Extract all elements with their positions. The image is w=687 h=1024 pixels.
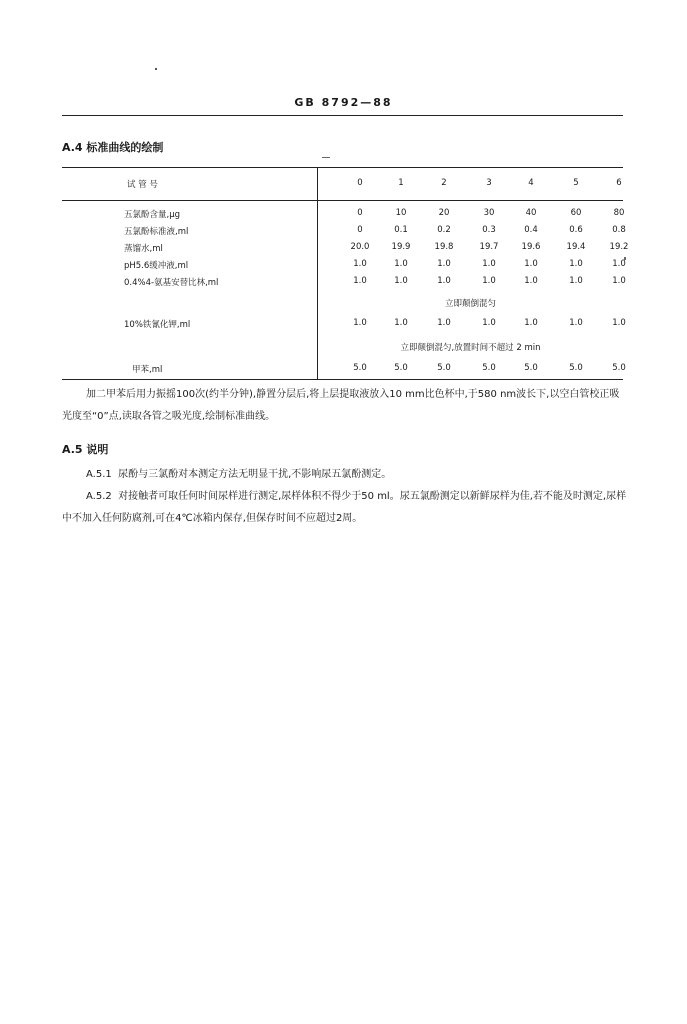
table-header-row-cell-4: 4 xyxy=(528,178,534,188)
table-header-row-cell-2: 2 xyxy=(441,178,447,188)
standard-code: GB 8792—88 xyxy=(294,96,393,109)
table-mark xyxy=(322,157,330,158)
item-a51 xyxy=(62,464,628,486)
table-row-0-cell-1: 10 xyxy=(395,208,407,218)
table-row-0-label: 五氯酚含量,μg xyxy=(124,210,181,220)
table-row-4-cell-2: 1.0 xyxy=(437,276,451,286)
item-a51-number: A.5.1 xyxy=(86,469,112,480)
table-row-1-cell-4: 0.4 xyxy=(524,225,538,235)
table-top-rule xyxy=(62,167,623,168)
table-row-2-cell-5: 19.4 xyxy=(566,242,586,252)
table-row-1-cell-3: 0.3 xyxy=(482,225,496,235)
table-row-0-cell-6: 80 xyxy=(613,208,625,218)
table-row-5-cell-5: 1.0 xyxy=(569,318,583,328)
header-rule xyxy=(62,115,623,116)
scan-speck xyxy=(155,68,157,70)
item-a52-text: 对接触者可取任何时间尿样进行测定,尿样体积不得少于50 ml。尿五氯酚测定以新鲜尿样为佳,若不能及时测定,尿样中不加入任何防腐剂,可在4℃冰箱内保存,但保存时间不应超过2周。 xyxy=(62,491,627,524)
table-row-6-cell-2: 5.0 xyxy=(437,363,451,373)
table-row-3-label: pH5.6缓冲液,ml xyxy=(124,261,189,271)
table-bottom-rule xyxy=(62,379,623,380)
table-row-1-cell-0: 0 xyxy=(357,225,363,235)
table-row-4-cell-4: 1.0 xyxy=(524,276,538,286)
table-row-3-cell-2: 1.0 xyxy=(437,259,451,269)
table-note-mix-wait: 立即颠倒混匀,放置时间不超过 2 min xyxy=(400,343,541,353)
table-row-2-cell-6: 19.2 xyxy=(609,242,629,252)
table-row-2-cell-3: 19.7 xyxy=(479,242,499,252)
table-row-3-cell-1: 1.0 xyxy=(394,259,408,269)
table-row-2-cell-4: 19.6 xyxy=(521,242,541,252)
table-row-3-cell-3: 1.0 xyxy=(482,259,496,269)
table-row-5-cell-1: 1.0 xyxy=(394,318,408,328)
table-row-1-cell-5: 0.6 xyxy=(569,225,583,235)
table-row-6-cell-3: 5.0 xyxy=(482,363,496,373)
table-row-3-cell-6: 1.0 xyxy=(612,259,626,269)
table-row-5-cell-0: 1.0 xyxy=(353,318,367,328)
table-row-6-cell-5: 5.0 xyxy=(569,363,583,373)
table-row-5-cell-4: 1.0 xyxy=(524,318,538,328)
table-row-6-cell-0: 5.0 xyxy=(353,363,367,373)
table-row-6-label: 甲苯,ml xyxy=(132,365,163,375)
table-row-3-cell-4: 1.0 xyxy=(524,259,538,269)
table-note-mix: 立即颠倒混匀 xyxy=(444,299,496,309)
table-row-0-cell-4: 40 xyxy=(525,208,537,218)
table-row-0-cell-0: 0 xyxy=(357,208,363,218)
table-row-1-cell-6: 0.8 xyxy=(612,225,626,235)
table-row-4-cell-1: 1.0 xyxy=(394,276,408,286)
table-row-5-cell-2: 1.0 xyxy=(437,318,451,328)
table-row-0-cell-5: 60 xyxy=(570,208,582,218)
table-row-4-cell-5: 1.0 xyxy=(569,276,583,286)
table-header-rule xyxy=(62,200,623,201)
table-row-1-cell-1: 0.1 xyxy=(394,225,408,235)
table-row-2-label: 蒸馏水,ml xyxy=(124,244,163,254)
table-row-2-cell-1: 19.9 xyxy=(391,242,411,252)
table-row-5-cell-3: 1.0 xyxy=(482,318,496,328)
section-a5-title: A.5 说明 xyxy=(62,443,109,456)
table-row-0-cell-2: 20 xyxy=(438,208,450,218)
table-row-4-label: 0.4%4-氨基安替比林,ml xyxy=(124,278,219,288)
table-row-1-cell-2: 0.2 xyxy=(437,225,451,235)
table-row-6-cell-6: 5.0 xyxy=(612,363,626,373)
item-a52 xyxy=(62,486,628,530)
table-row-5-label: 10%铁氰化钾,ml xyxy=(124,320,191,330)
table-row-4-cell-6: 1.0 xyxy=(612,276,626,286)
table-header-row-label: 试 管 号 xyxy=(127,180,158,190)
table-row-3-cell-0: 1.0 xyxy=(353,259,367,269)
table-row-6-cell-1: 5.0 xyxy=(394,363,408,373)
table-header-row-cell-3: 3 xyxy=(486,178,492,188)
table-header-row-cell-0: 0 xyxy=(357,178,363,188)
table-row-4-cell-3: 1.0 xyxy=(482,276,496,286)
table-row-2-cell-2: 19.8 xyxy=(434,242,454,252)
table-row-2-cell-0: 20.0 xyxy=(350,242,370,252)
item-a51-text: 尿酚与三氯酚对本测定方法无明显干扰,不影响尿五氯酚测定。 xyxy=(118,469,392,480)
table-header-row-cell-6: 6 xyxy=(616,178,622,188)
table-row-0-cell-3: 30 xyxy=(483,208,495,218)
table-row-6-cell-4: 5.0 xyxy=(524,363,538,373)
table-row-5-cell-6: 1.0 xyxy=(612,318,626,328)
table-header-row-cell-5: 5 xyxy=(573,178,579,188)
item-a52-number: A.5.2 xyxy=(86,491,112,502)
table-row-4-cell-0: 1.0 xyxy=(353,276,367,286)
table-row-1-label: 五氯酚标准液,ml xyxy=(124,227,189,237)
paragraph-a4-text: 加二甲苯后用力振摇100次(约半分钟),静置分层后,将上层提取液放入10 mm比色杯中,于580 nm波长下,以空白管校正吸光度至“0”点,读取各管之吸光度,绘制标准曲线。 xyxy=(62,389,620,422)
section-a4-title: A.4 标准曲线的绘制 xyxy=(62,141,164,154)
table-header-row-cell-1: 1 xyxy=(398,178,404,188)
table-row-3-cell-5: 1.0 xyxy=(569,259,583,269)
paragraph-a4 xyxy=(62,384,628,428)
